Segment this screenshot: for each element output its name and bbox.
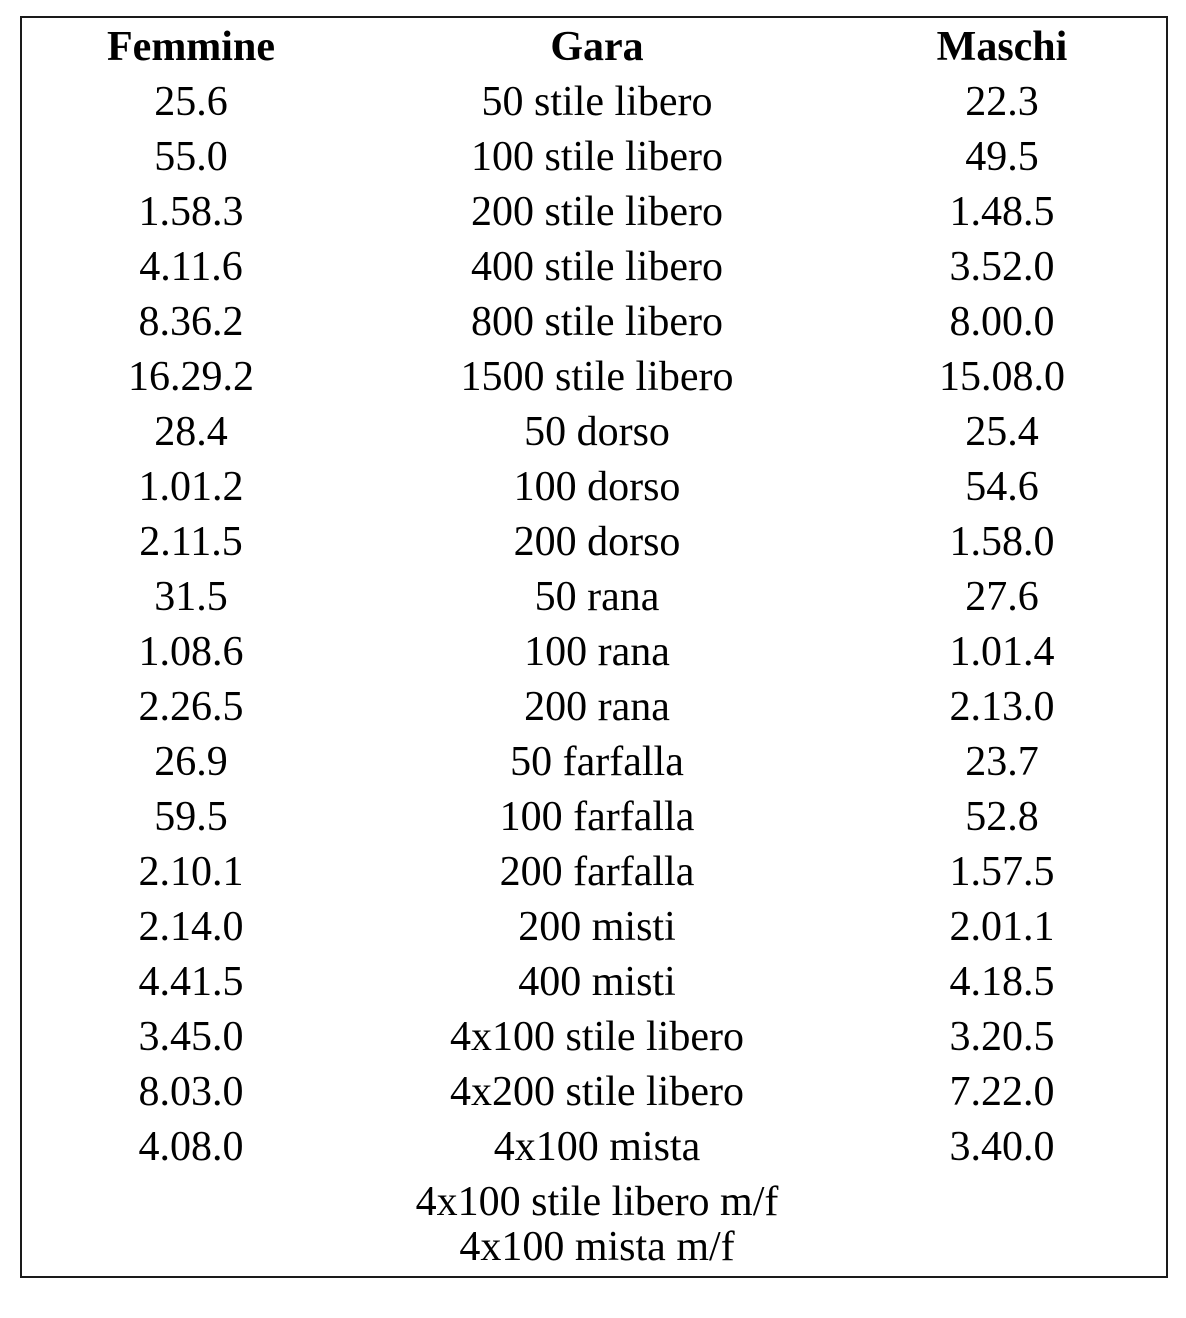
- cell-gara: 4x100 mista: [493, 1124, 701, 1170]
- cell-maschi: 7.22.0: [949, 1069, 1055, 1115]
- cell-femmine: [62, 1220, 320, 1275]
- cell-maschi: [874, 1220, 1130, 1275]
- table-row: [22, 405, 1166, 460]
- cell-maschi: 4.18.5: [949, 959, 1055, 1005]
- cell-femmine: 8.03.0: [138, 1069, 244, 1115]
- table-row: [22, 350, 1166, 405]
- table-row: [22, 1120, 1166, 1175]
- cell-gara: 200 misti: [518, 904, 676, 950]
- table-row: [22, 680, 1166, 735]
- table-row: [22, 295, 1166, 350]
- table-row: [22, 790, 1166, 845]
- cell-femmine: 4.11.6: [139, 244, 243, 290]
- cell-gara: 100 dorso: [513, 464, 681, 510]
- cell-maschi: 49.5: [965, 134, 1039, 180]
- cell-maschi: 22.3: [965, 79, 1039, 125]
- cell-gara: 400 misti: [518, 959, 676, 1005]
- table-header-row: [22, 20, 1166, 75]
- table-row: [22, 570, 1166, 625]
- cell-femmine: 2.10.1: [138, 849, 244, 895]
- cell-maschi: 27.6: [965, 574, 1039, 620]
- cell-femmine: 2.26.5: [138, 684, 244, 730]
- cell-gara: 100 farfalla: [499, 794, 695, 840]
- table-row: [22, 845, 1166, 900]
- table-row: [22, 130, 1166, 185]
- header-gara: Gara: [550, 24, 644, 70]
- cell-femmine: 2.11.5: [139, 519, 243, 565]
- cell-femmine: 55.0: [154, 134, 228, 180]
- table-row: [22, 1010, 1166, 1065]
- table-row: [22, 75, 1166, 130]
- cell-maschi: 1.01.4: [949, 629, 1055, 675]
- cell-femmine: 8.36.2: [138, 299, 244, 345]
- cell-maschi: 3.52.0: [949, 244, 1055, 290]
- cell-maschi: 3.40.0: [949, 1124, 1055, 1170]
- cell-gara: 4x100 stile libero: [450, 1014, 744, 1060]
- cell-gara: 200 rana: [524, 684, 670, 730]
- cell-gara: 200 stile libero: [471, 189, 723, 235]
- table-row: [22, 240, 1166, 295]
- cell-femmine: 25.6: [154, 79, 228, 125]
- cell-femmine: 3.45.0: [138, 1014, 244, 1060]
- table-row: [22, 460, 1166, 515]
- cell-maschi: 54.6: [965, 464, 1039, 510]
- table-row: [22, 625, 1166, 680]
- cell-gara: 800 stile libero: [471, 299, 723, 345]
- cell-maschi: 1.48.5: [949, 189, 1055, 235]
- cell-maschi: 25.4: [965, 409, 1039, 455]
- cell-femmine: 1.08.6: [138, 629, 244, 675]
- table-row: [22, 900, 1166, 955]
- header-femmine: Femmine: [107, 24, 275, 70]
- cell-gara: 400 stile libero: [471, 244, 723, 290]
- cell-femmine: 1.01.2: [138, 464, 244, 510]
- cell-maschi: 15.08.0: [939, 354, 1065, 400]
- cell-gara: 4x200 stile libero: [450, 1069, 744, 1115]
- cell-maschi: 3.20.5: [949, 1014, 1055, 1060]
- times-table: [20, 16, 1168, 1278]
- cell-maschi: 1.57.5: [949, 849, 1055, 895]
- cell-gara: 200 farfalla: [499, 849, 695, 895]
- cell-femmine: 16.29.2: [128, 354, 254, 400]
- cell-gara: 4x100 mista m/f: [459, 1224, 735, 1270]
- cell-gara: 100 stile libero: [471, 134, 723, 180]
- table-row: [22, 185, 1166, 240]
- cell-gara: 1500 stile libero: [460, 354, 734, 400]
- header-maschi: Maschi: [936, 24, 1068, 70]
- cell-gara: 100 rana: [524, 629, 670, 675]
- cell-gara: 50 rana: [534, 574, 660, 620]
- table-row: [22, 1065, 1166, 1120]
- cell-femmine: 31.5: [154, 574, 228, 620]
- cell-maschi: 2.01.1: [949, 904, 1055, 950]
- cell-maschi: 1.58.0: [949, 519, 1055, 565]
- cell-femmine: 4.08.0: [138, 1124, 244, 1170]
- cell-maschi: 23.7: [965, 739, 1039, 785]
- cell-femmine: 59.5: [154, 794, 228, 840]
- table-row: [22, 735, 1166, 790]
- cell-femmine: 4.41.5: [138, 959, 244, 1005]
- table-row: [22, 515, 1166, 570]
- cell-gara: 50 farfalla: [510, 739, 684, 785]
- cell-maschi: 2.13.0: [949, 684, 1055, 730]
- cell-femmine: 2.14.0: [138, 904, 244, 950]
- table-row: [22, 1220, 1166, 1275]
- cell-femmine: 28.4: [154, 409, 228, 455]
- cell-femmine: 26.9: [154, 739, 228, 785]
- table-row: [22, 955, 1166, 1010]
- cell-femmine: 1.58.3: [138, 189, 244, 235]
- cell-maschi: 52.8: [965, 794, 1039, 840]
- cell-gara: 200 dorso: [513, 519, 681, 565]
- cell-gara: 50 stile libero: [481, 79, 713, 125]
- cell-gara: 4x100 stile libero m/f: [415, 1179, 779, 1225]
- cell-maschi: 8.00.0: [949, 299, 1055, 345]
- cell-gara: 50 dorso: [524, 409, 670, 455]
